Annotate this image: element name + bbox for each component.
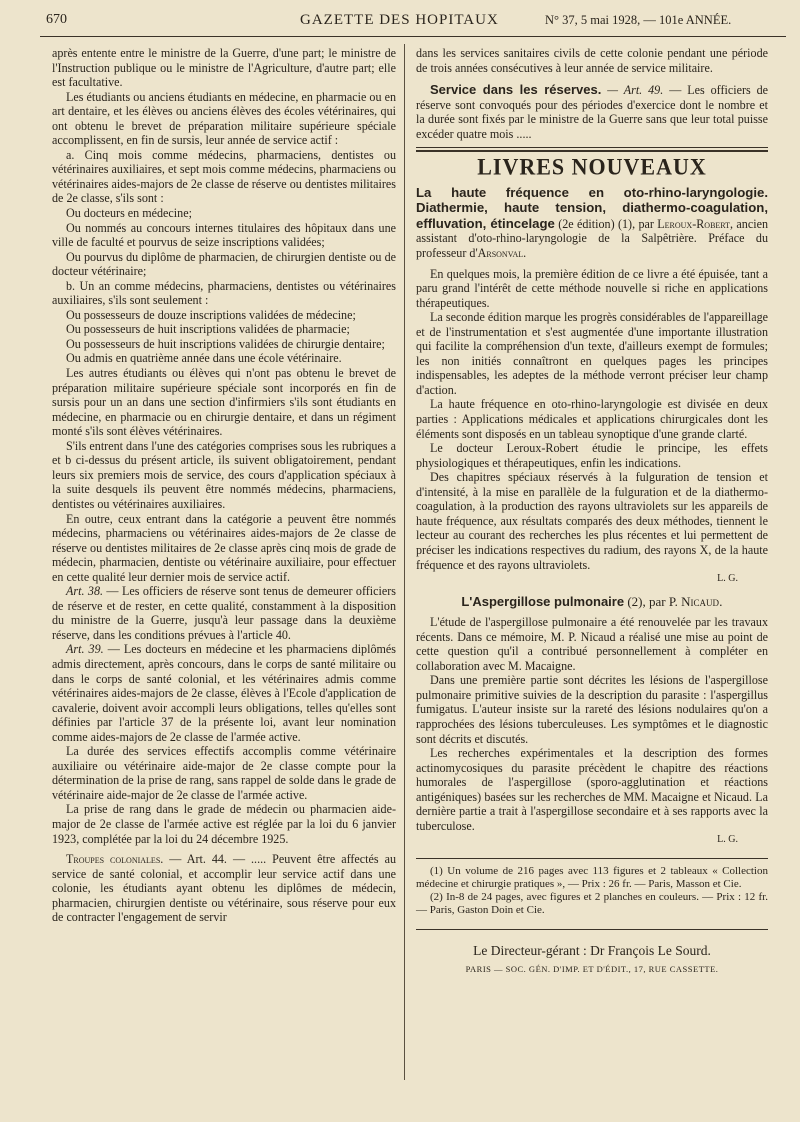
- paragraph: b. Un an comme médecins, pharmaciens, dentistes ou vétérinaires auxiliaires, s'ils sont seulement :: [52, 278, 396, 308]
- book-meta: (2e édition) (1), par: [554, 216, 658, 231]
- book-title: L'Aspergillose pulmonaire: [461, 593, 625, 609]
- article-text: — Les officiers de réserve sont tenus de demeurer officiers de réserve et de rester, en cette qualité, constamment à la disposition du ministre de la Guerre, jusqu'à leur passage dans la deuxième réserve, dans les conditions prévues à l'article 40.: [52, 584, 396, 642]
- paragraph: La haute fréquence en oto-rhino-laryngologie est divisée en deux parties : Applications médicales et applications chirurgicales dont les éléments sont disposés en un tableau synoptique d'une grande clarté.: [416, 397, 768, 441]
- section-label: Troupes coloniales.: [66, 852, 164, 867]
- paragraph: Ou docteurs en médecine;: [66, 206, 192, 221]
- page-number: 670: [46, 12, 67, 27]
- paragraph: Ou possesseurs de douze inscriptions validées de médecine;: [66, 307, 356, 322]
- article-39: [52, 642, 396, 744]
- paragraph: dans les services sanitaires civils de cette colonie pendant une période de trois années consécutives à leur année de service militaire.: [416, 46, 768, 75]
- footnote: (1) Un volume de 216 pages avec 113 figures et 2 tableaux « Collection médecine et chirurgie pratiques », — Prix : 26 fr. — Paris, Masson et Cie.: [416, 864, 768, 890]
- book-entry-1: La haute fréquence en oto-rhino-laryngologie. Diathermie, haute tension, diathermo-coagulation, effluvation, étincelage (2e édition) (1), par Leroux-Robert, ancien assistant d'oto-rhino-laryngologie de la Salpêtrière. Préface du professeur d'Arsonval.: [416, 184, 768, 261]
- book-meta: , ancien assistant d'oto-rhino-laryngologie de la Salpêtrière. Préface du professeur d': [416, 216, 768, 261]
- column-divider: [404, 44, 405, 1080]
- paragraph: La durée des services effectifs accomplis comme vétérinaire auxiliaire ou vétérinaire aide-major de 2e classe compte pour la détermination de la prise de rang, sans rappel de solde dans le grade de vétérinaire aide-major de 2e classe de l'armée active.: [52, 744, 396, 802]
- book-meta: (2), par P.: [624, 593, 682, 609]
- article-label: Art. 39.: [66, 642, 104, 657]
- section-rule: [416, 147, 768, 148]
- paragraph: Le docteur Leroux-Robert étudie le principe, les effets physiologiques et thérapeutiques, enfin les indications.: [416, 441, 768, 470]
- paragraph: Les recherches expérimentales et la description des formes actinomycosiques du parasite précèdent le chapitre des réactions humorales de l'aspergillose (sporo-agglutination et réactions antigéniques) basées sur les recherches de MM. Macaigne et Nicaud. La dernière partie a trait à l'aspergillose secondaire et à ses rapports avec la tuberculose.: [416, 746, 768, 833]
- paragraph: S'ils entrent dans l'une des catégories comprises sous les rubriques a et b ci-dessus du présent article, ils suivent obligatoirement, pendant leurs six premiers mois de service, des cours d'application spéciaux à la suite desquels ils peuvent être nommés médecins, pharmaciens, dentistes ou vétérinaires auxiliaires.: [52, 438, 396, 511]
- section-label: Service dans les réserves.: [430, 82, 602, 98]
- issue-info: N° 37, 5 mai 1928, — 101e ANNÉE.: [545, 13, 732, 27]
- paragraph: Ou possesseurs de huit inscriptions validées de pharmacie;: [66, 322, 350, 337]
- paragraph: Ou pourvus du diplôme de pharmacien, de chirurgien dentiste ou de docteur vétérinaire;: [52, 249, 396, 279]
- signature: L. G.: [717, 834, 738, 846]
- section-rule: [416, 150, 768, 152]
- director-line: Le Directeur-gérant : Dr François Le Sourd.: [473, 942, 711, 958]
- article-text: — Les docteurs en médecine et les pharmaciens diplômés admis directement, après concours, dans le corps de santé militaire ou dans le corps de santé colonial, et les vétérinaires admis comme vétérinaires aides-majors de 2e classe, élèves à l'Ecole d'application de cavalerie, doivent avoir accompli leurs obligations, telles qu'elles sont définies par l'article 37 de la présente loi, avant leur nomination comme aides-majors de 2e classe de l'armée active.: [52, 642, 396, 744]
- left-column: [52, 46, 396, 925]
- troupes-coloniales: [52, 852, 396, 925]
- paragraph: Des chapitres spéciaux réservés à la fulguration de tension et d'intensité, à la mise en parallèle de la fulguration et de la diathermo-coagulation, à la production des rayons ultraviolets sur les appareils de haute fréquence, aux résultats comparés des deux méthodes, tiennent le lecteur au courant des recherches les plus récentes et lui permettent de préciser les indications respectives du radium, des rayons X, de la haute fréquence et des rayons ultraviolets.: [416, 470, 768, 572]
- book-entry-2-heading: L'Aspergillose pulmonaire (2), par P. Nicaud.: [461, 593, 723, 609]
- paragraph: Ou possesseurs de huit inscriptions validées de chirurgie dentaire;: [66, 336, 385, 351]
- paragraph: Ou nommés au concours internes titulaires des hôpitaux dans une ville de faculté et pourvus de seize inscriptions validées;: [52, 220, 396, 250]
- book-title: La haute fréquence en oto-rhino-laryngologie. Diathermie, haute tension, diathermo-coagulation, effluvation, étincelage: [416, 184, 768, 231]
- paragraph: La seconde édition marque les progrès considérables de l'appareillage et de l'instrumentation et s'est augmentée d'une importante illustration qui facilite la compréhension d'un texte, d'ailleurs exempt de formules; les non initiés connaîtront en quelques pages les principes indispensables, les adeptes de la méthode verront préciser leur champ d'action.: [416, 310, 768, 397]
- footer-rule: [416, 929, 768, 930]
- paragraph: En quelques mois, la première édition de ce livre a été épuisée, tant a paru grand l'intérêt de cette méthode nouvelle si riche en applications thérapeutiques.: [416, 266, 768, 310]
- paragraph: Dans une première partie sont décrites les lésions de l'aspergillose pulmonaire primitive suivies de la description du parasite : l'aspergillus fumigatus. L'auteur insiste sur la rareté des lésions nodulaires qu'on a rapprochées des lésions tuberculeuses. Les symptômes et le diagnostic sont décrits et discutés.: [416, 673, 768, 746]
- printer-line: PARIS — SOC. GÉN. D'IMP. ET D'ÉDIT., 17, RUE CASSETTE.: [465, 964, 719, 975]
- book-author: Nicaud: [681, 593, 720, 609]
- header-rule: [40, 36, 786, 37]
- paragraph: Les étudiants ou anciens étudiants en médecine, en pharmacie ou en art dentaire, et les élèves ou anciens élèves des écoles vétérinaires, qui ont obtenu le brevet de préparation militaire supérieure spéciale accomplissent, en fin de sursis, leur année de service actif :: [52, 89, 396, 148]
- article-38: [52, 584, 396, 642]
- paragraph: après entente entre le ministre de la Guerre, d'une part; le ministre de l'Instruction publique ou le ministre de l'Agriculture, d'autre part; elle est facultative.: [52, 46, 396, 90]
- paragraph: Ou admis en quatrième année dans une école vétérinaire.: [66, 351, 342, 366]
- reserve-service: [416, 83, 768, 141]
- signature: L. G.: [717, 573, 738, 585]
- right-column: [416, 46, 768, 977]
- article-label: — Art. 49.: [601, 83, 664, 98]
- paragraph: a. Cinq mois comme médecins, pharmaciens, dentistes ou vétérinaires auxiliaires, et sept mois comme médecins, pharmaciens ou vétérinaires aides-majors de 2e classe de réserve ou dentistes militaires de 2e classe, s'ils sont :: [52, 147, 396, 206]
- book-author: Leroux-Robert: [657, 216, 731, 231]
- footnote-rule: [416, 858, 768, 859]
- footnote: (2) In-8 de 24 pages, avec figures et 2 planches en couleurs. — Prix : 12 fr. — Paris, Gaston Doin et Cie.: [416, 890, 768, 916]
- section-text: — Art. 44. — ..... Peuvent être affectés au service de santé colonial, et accomplir leur service actif dans une colonie, les étudiants ayant obtenu les diplômes de médecin, pharmacien, chirurgien dentiste ou vétérinaire, sous réserve pour eux de contracter l'engagement de servir: [52, 852, 396, 925]
- journal-title: GAZETTE DES HOPITAUX: [300, 12, 499, 28]
- book-preface: Arsonval: [477, 246, 524, 261]
- paragraph: La prise de rang dans le grade de médecin ou pharmacien aide-major de 2e classe de l'armée active est réglée par la loi du 6 janvier 1923, complétée par la loi du 24 décembre 1925.: [52, 802, 396, 846]
- paragraph: En outre, ceux entrant dans la catégorie a peuvent être nommés médecins, pharmaciens ou vétérinaires aides-majors de 2e classe de réserve ou dentistes militaires de 2e classe après cinq mois de grade de médecin, pharmacien, dentiste ou vétérinaire auxiliaire, pour effectuer en cette qualité leur dernier mois de service actif.: [52, 511, 396, 584]
- paragraph: Les autres étudiants ou élèves qui n'ont pas obtenu le brevet de préparation militaire supérieure spéciale sont incorporés en fin de sursis pour un an dans une section d'infirmiers s'ils sont étudiants en médecine, en pharmacie ou en chirurgie dentaire, et dans un régiment monté s'ils sont élèves vétérinaires.: [52, 366, 396, 439]
- paragraph: L'étude de l'aspergillose pulmonaire a été renouvelée par les travaux récents. Dans ce mémoire, M. P. Nicaud a réalisé une mise au point de cette question qu'il a contribué personnellement à compléter en collaboration avec M. Macaigne.: [416, 615, 768, 673]
- section-title: LIVRES NOUVEAUX: [477, 153, 707, 180]
- section-text: — Les officiers de réserve sont convoqués pour des périodes d'exercice dont le nombre et la durée sont fixés par le ministre de la Guerre sans que leur total puisse excéder quatre mois .....: [416, 83, 769, 141]
- article-label: Art. 38.: [66, 584, 104, 599]
